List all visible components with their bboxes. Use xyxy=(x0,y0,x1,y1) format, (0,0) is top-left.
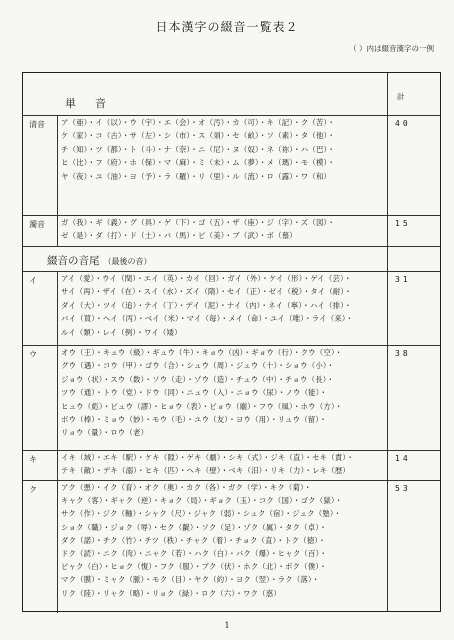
row-body-u: オウ（王）・キュウ（級）・ギュウ（牛）・キョウ（凶）・ギョウ（行）・クウ（空）・ グウ（遇）・コウ（甲）・ゴウ（合）・シュウ（周）・ジュウ（十）・ショウ（小）・ ジョウ（状）・スウ（数）・ソウ（走）・ゾウ（造）・チュウ（中）・チョウ（長）・ ツウ（通）・トウ（党）・ドウ（同）・ニュウ（入）・ニョウ（尿）・ノウ（能）・ ヒュウ（彪）・ビュウ（謬）・ヒョウ（表）・ビョウ（廟）・フウ（風）・ホウ（方）・ ボウ（棒）・ミョウ（妙）・モウ（毛）・ユウ（友）・ヨウ（用）・リュウ（留）・ リョウ（量）・ロウ（老） xyxy=(61,348,343,438)
legend-note: （ ）内は綴音漢字の一例 xyxy=(349,44,434,53)
page-title: 日本漢字の綴音一覧表２ xyxy=(155,20,299,34)
row-label-ku: ク xyxy=(29,485,37,494)
section-single-sound-title: 単 音 xyxy=(65,97,110,110)
row-count-seion: 40 xyxy=(395,119,411,128)
row-body-i: アイ（愛）・ウイ（閏）・エイ（英）・カイ（回）・ガイ（外）・ケイ（形）・ゲイ（芸）・ サイ（再）・ザイ（在）・スイ（水）・ズイ（隋）・セイ（正）・ゼイ（税）・タイ（耐）・ ダイ（大）・ツイ（追）・テイ（丁）・デイ（泥）・ナイ（内）・ネイ（寧）・ハイ（排）・ バイ（買）・ヘイ（丙）・ベイ（米）・マイ（毎）・メイ（命）・ユイ（唯）・ライ（来）・ ルイ（類）・レイ（例）・ワイ（矮） xyxy=(61,274,354,337)
row-body-dakuon: ガ（我）・ギ（義）・グ（具）・ゲ（下）・ゴ（五）・ザ（座）・ジ（字）・ズ（図）・ ゼ（是）・ダ（打）・ド（土）・バ（馬）・ビ（美）・ブ（武）・ボ（慕） xyxy=(61,218,336,241)
kana-table xyxy=(22,72,441,612)
row-label-seion: 清音 xyxy=(29,120,45,129)
count-column-divider xyxy=(387,73,388,611)
row-body-ku: アク（悪）・イク（育）・オク（奥）・カク（各）・ガク（学）・キク（菊）・ キャク（客）・ギャク（逆）・キョク（局）・ギョク（玉）・コク（国）・ゴク（獄）・ サク（作）・ジク（軸）・シャク（尺）・ジャク（弱）・シュク（宿）・ジュク（塾）・ ショク（職）・ジョク（辱）・セク（齪）・ソク（足）・ゾク（属）・タク（卓）・ ダク（諾）・チク（竹）・チツ（秩）・チャク（着）・チョク（直）・トク（徳）・ ドク（読）・ニク（肉）・ニャク（若）・ハク（白）・バク（爆）・ヒャク（百）・ ビャク（白）・ヒョク（愎）・フク（服）・ブク（伏）・ホク（北）・ボク（僕）・ マク（膜）・ミャク（脈）・モク（目）・ヤク（約）・ヨク（翌）・ラク（落）・ リク（陸）・リャク（略）・リョク（緑）・ロク（六）・ワク（惑） xyxy=(61,483,343,598)
row-label-ki: キ xyxy=(29,455,37,464)
row-count-i: 31 xyxy=(395,275,411,284)
row-label-dakuon: 濁音 xyxy=(29,220,45,229)
row-count-u: 38 xyxy=(395,349,411,358)
row-label-u: ウ xyxy=(29,350,37,359)
page-number: 1 xyxy=(224,621,230,630)
row-count-ki: 14 xyxy=(395,454,411,463)
section-ending-sound-title: 綴音の音尾 （最後の音） xyxy=(47,255,152,267)
row-body-seion: ア（亜）・イ（以）・ウ（宇）・エ（会）・オ（汚）・カ（可）・キ（記）・ク（苦）・ ケ（家）・コ（古）・サ（左）・シ（市）・ス（須）・セ（畝）・ソ（素）・タ（他）・ チ（知）・ツ（都）・ト（斗）・ナ（奈）・ニ（尼）・ヌ（奴）・ネ（祢）・ハ（巴）・ ヒ（比）・フ（府）・ホ（保）・マ（麻）・ミ（未）・ム（夢）・メ（瑪）・モ（模）・ ヤ（夜）・ユ（油）・ヨ（予）・ラ（羅）・リ（里）・ル（流）・ロ（露）・ワ（和） xyxy=(61,118,336,181)
count-header: 計 xyxy=(397,92,405,101)
row-count-dakuon: 15 xyxy=(395,219,411,228)
row-body-ki: イキ（域）・エキ（駅）・ケキ（隙）・ゲキ（劇）・シキ（式）・ジキ（直）・セキ（責）・ テキ（敵）・デキ（溺）・ヒキ（匹）・ヘキ（壁）・ベキ（汨）・リキ（力）・レキ（歴） xyxy=(61,453,354,476)
row-count-ku: 53 xyxy=(395,484,411,493)
row-label-i: イ xyxy=(29,276,37,285)
